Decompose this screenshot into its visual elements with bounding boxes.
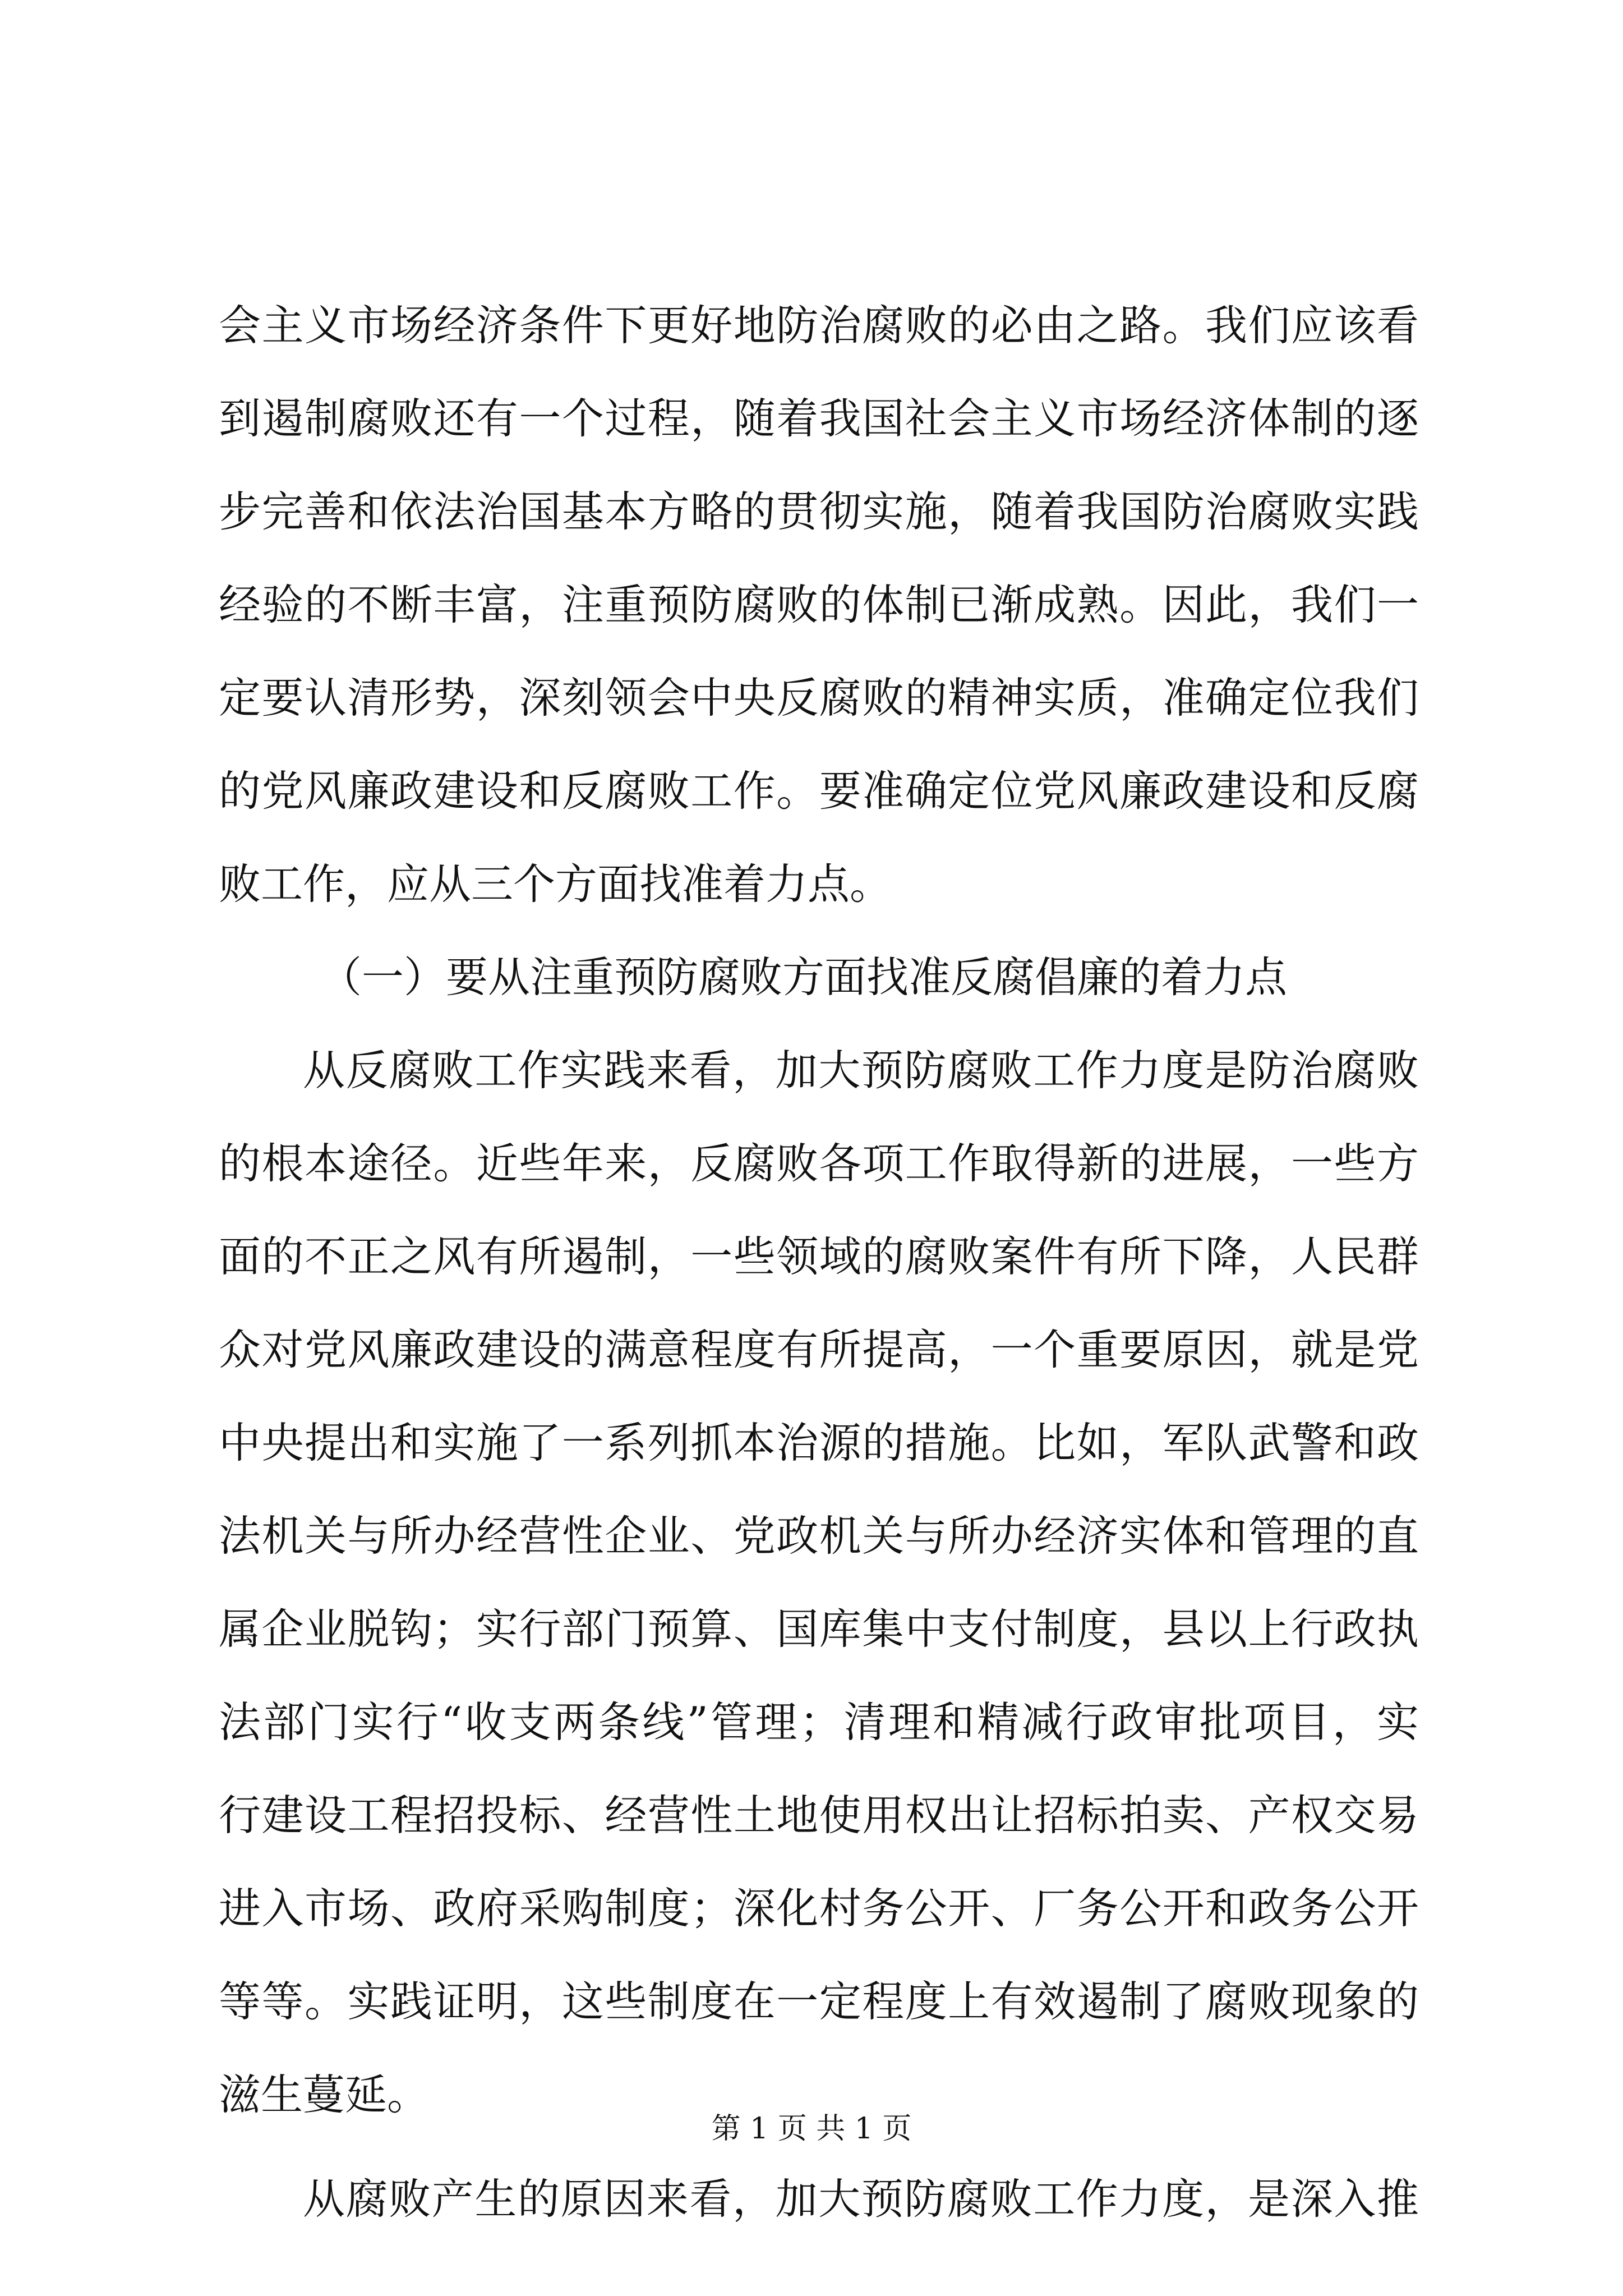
text-line-11: 面的不正之风有所遏制，一些领域的腐败案件有所下降，人民群 xyxy=(219,1232,1419,1281)
text-line-1: 会主义市场经济条件下更好地防治腐败的必由之路。我们应该看 xyxy=(219,301,1419,350)
text-line-17: 行建设工程招投标、经营性土地使用权出让招标拍卖、产权交易 xyxy=(219,1791,1419,1840)
text-line-19: 等等。实践证明，这些制度在一定程度上有效遏制了腐败现象的 xyxy=(219,1977,1419,2026)
text-line-14: 法机关与所办经营性企业、党政机关与所办经济实体和管理的直 xyxy=(219,1511,1419,1561)
text-line-6: 的党风廉政建设和反腐败工作。要准确定位党风廉政建设和反腐 xyxy=(219,766,1419,816)
text-line-20: 滋生蔓延。 xyxy=(219,2070,430,2119)
text-line-16: 法部门实行“收支两条线”管理；清理和精减行政审批项目，实 xyxy=(219,1697,1419,1747)
text-line-12: 众对党风廉政建设的满意程度有所提高，一个重要原因，就是党 xyxy=(219,1325,1419,1374)
text-line-15: 属企业脱钩；实行部门预算、国库集中支付制度，县以上行政执 xyxy=(219,1604,1419,1654)
text-line-10: 的根本途径。近些年来，反腐败各项工作取得新的进展，一些方 xyxy=(219,1139,1419,1188)
text-line-18: 进入市场、政府采购制度；深化村务公开、厂务公开和政务公开 xyxy=(219,1884,1419,1933)
text-line-4: 经验的不断丰富，注重预防腐败的体制已渐成熟。因此，我们一 xyxy=(219,580,1419,629)
text-line-3: 步完善和依法治国基本方略的贯彻实施，随着我国防治腐败实践 xyxy=(219,487,1419,536)
text-line-13: 中央提出和实施了一系列抓本治源的措施。比如，军队武警和政 xyxy=(219,1418,1419,1467)
text-line-9: 从反腐败工作实践来看，加大预防腐败工作力度是防治腐败 xyxy=(303,1046,1419,1095)
text-line-2: 到遏制腐败还有一个过程，随着我国社会主义市场经济体制的逐 xyxy=(219,394,1419,443)
page-number-footer: 第 1 页 共 1 页 xyxy=(711,2112,912,2146)
text-line-21: 从腐败产生的原因来看，加大预防腐败工作力度，是深入推 xyxy=(303,2174,1419,2224)
text-line-7: 败工作，应从三个方面找准着力点。 xyxy=(219,859,892,909)
text-line-5: 定要认清形势，深刻领会中央反腐败的精神实质，准确定位我们 xyxy=(219,673,1419,723)
section-heading: （一）要从注重预防腐败方面找准反腐倡廉的着力点 xyxy=(320,953,1288,1002)
